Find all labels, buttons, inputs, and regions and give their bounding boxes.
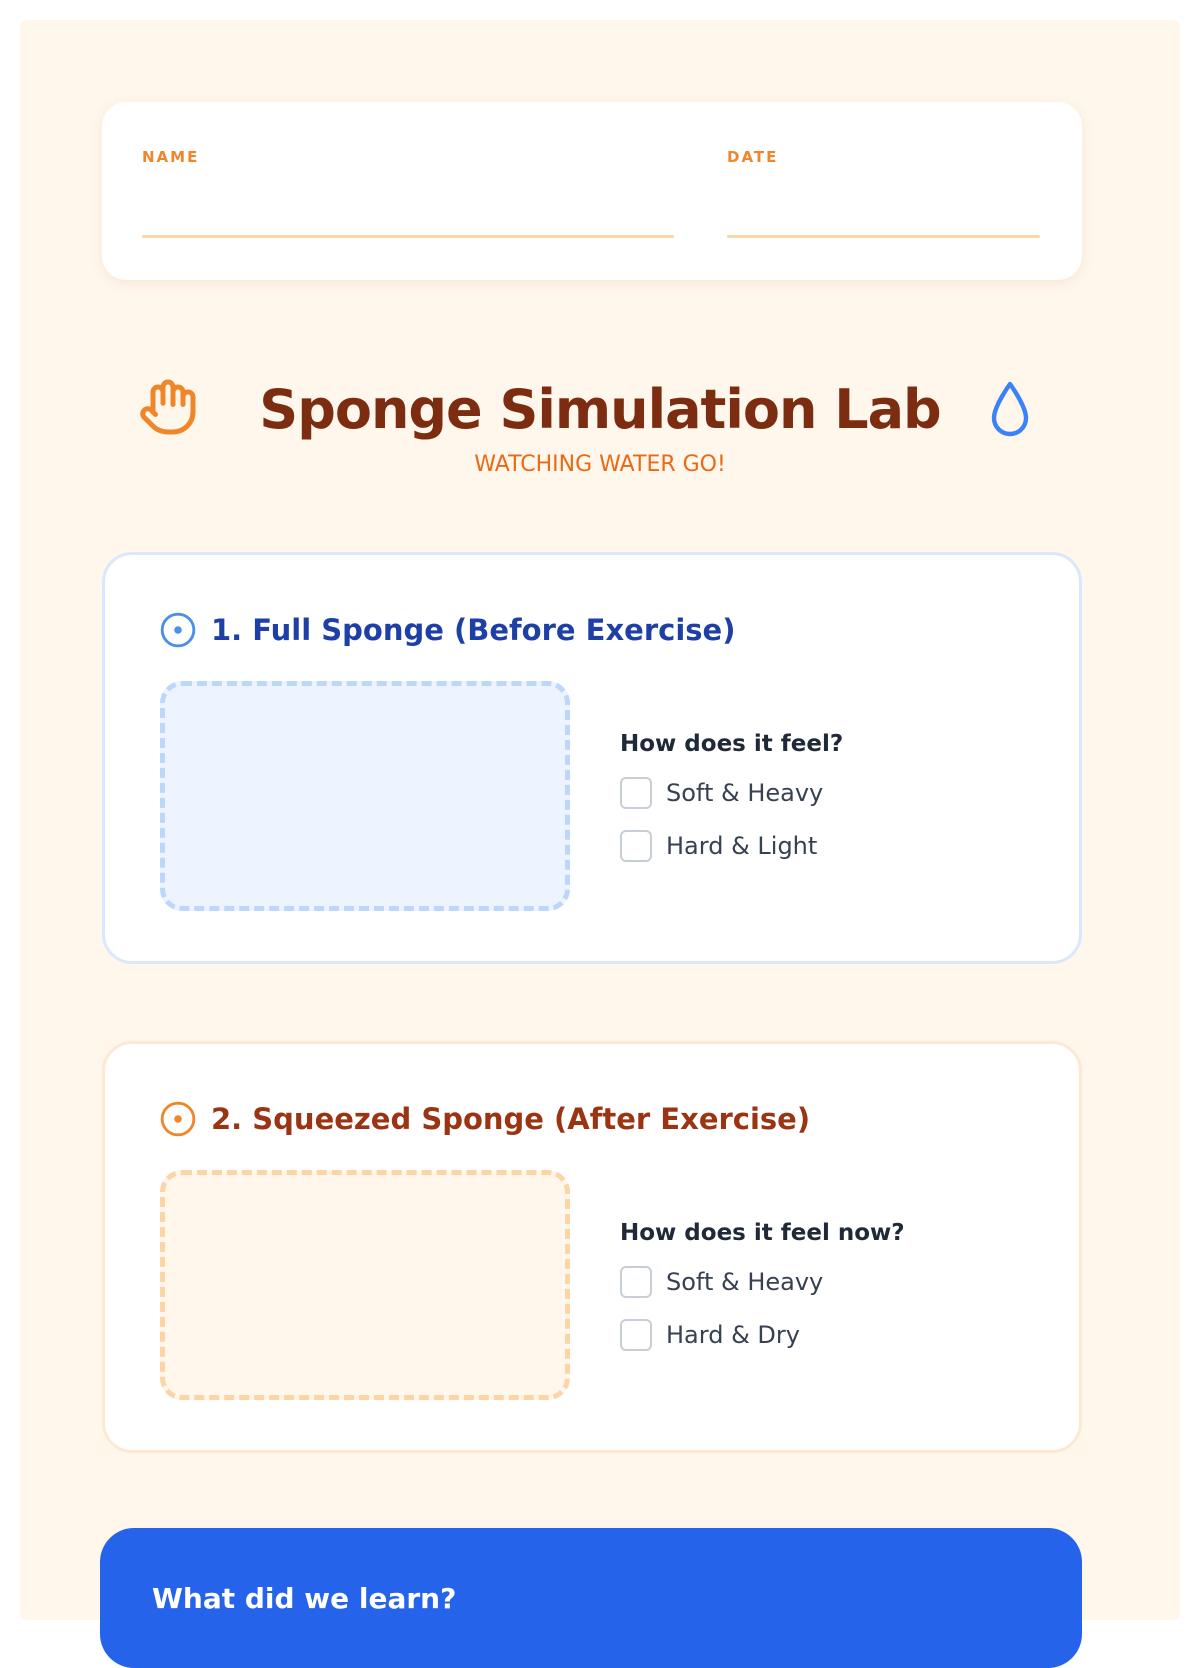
section-squeezed-sponge (102, 1041, 1082, 1453)
section-heading: 2. Squeezed Sponge (After Exercise) (211, 1102, 811, 1136)
target-icon (159, 1100, 197, 1138)
worksheet (20, 20, 1180, 1620)
option-label: Hard & Dry (666, 1321, 800, 1349)
checkbox[interactable] (620, 830, 652, 862)
learn-heading: What did we learn? (152, 1582, 457, 1615)
checkbox[interactable] (620, 1319, 652, 1351)
target-icon (159, 611, 197, 649)
header-card (102, 102, 1082, 280)
option-label: Soft & Heavy (666, 779, 824, 807)
date-field[interactable] (727, 235, 1040, 238)
page-subtitle: WATCHING WATER GO! (474, 452, 726, 477)
checkbox[interactable] (620, 777, 652, 809)
water-drop-icon (986, 380, 1034, 440)
feel-question: How does it feel? (620, 731, 844, 757)
name-field[interactable] (142, 235, 674, 238)
date-label: DATE (727, 148, 779, 166)
section-full-sponge (102, 552, 1082, 964)
section-heading: 1. Full Sponge (Before Exercise) (211, 613, 736, 647)
title-row (20, 360, 1180, 440)
name-label: NAME (142, 148, 200, 166)
learn-panel (100, 1528, 1082, 1668)
option-label: Hard & Light (666, 832, 818, 860)
feel-question: How does it feel now? (620, 1220, 905, 1246)
drawing-box[interactable] (160, 1170, 570, 1400)
option-label: Soft & Heavy (666, 1268, 824, 1296)
checkbox[interactable] (620, 1266, 652, 1298)
drawing-box[interactable] (160, 681, 570, 911)
page-title: Sponge Simulation Lab (259, 378, 941, 441)
